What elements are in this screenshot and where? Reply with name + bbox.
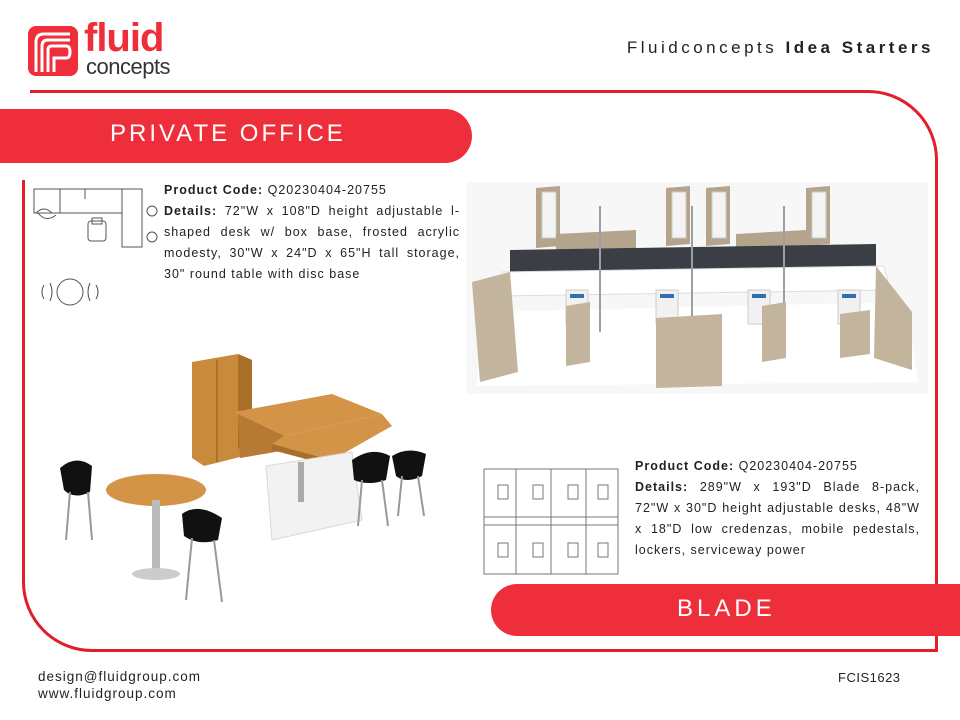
private-office-banner xyxy=(0,109,472,163)
private-office-description xyxy=(164,180,460,285)
blade-banner xyxy=(491,584,960,636)
product-code-value: Q20230404-20755 xyxy=(738,459,858,473)
private-office-floor-plan xyxy=(30,185,158,310)
logo-mark-icon xyxy=(28,26,78,76)
details-text: 289"W x 193"D Blade 8-pack, 72"W x 30"D height adjustable desks, 48"W x 18"D low credenzas, mobile pedestals, lockers, serviceway power xyxy=(635,480,920,557)
logo-word-fluid: fluid xyxy=(84,16,164,60)
footer-contact xyxy=(38,668,201,702)
blade-floor-plan xyxy=(480,465,622,578)
blade-render xyxy=(466,182,928,394)
footer-website[interactable]: www.fluidgroup.com xyxy=(38,686,177,701)
footer-code: FCIS1623 xyxy=(838,670,901,685)
footer-email[interactable]: design@fluidgroup.com xyxy=(38,669,202,684)
header-title-plain: Fluidconcepts xyxy=(626,38,778,57)
private-office-render xyxy=(52,350,444,612)
fluid-concepts-logo xyxy=(28,16,188,82)
details-label: Details: xyxy=(164,204,218,218)
header-title-bold: Idea Starters xyxy=(785,38,934,57)
private-office-banner-label: PRIVATE OFFICE xyxy=(110,120,346,147)
product-code-value: Q20230404-20755 xyxy=(267,183,387,197)
details-text: 72"W x 108"D height adjustable l-shaped desk w/ box base, frosted acrylic modesty, 30"W x 24"D x 65"H tall storage, 30" round table with disc base xyxy=(164,204,460,281)
header-title xyxy=(627,38,934,58)
logo-word-concepts: concepts xyxy=(86,54,171,79)
product-code-label: Product Code: xyxy=(635,459,735,473)
product-code-label: Product Code: xyxy=(164,183,264,197)
blade-description xyxy=(635,456,920,574)
details-label: Details: xyxy=(635,480,689,494)
blade-banner-label: BLADE xyxy=(677,595,776,622)
